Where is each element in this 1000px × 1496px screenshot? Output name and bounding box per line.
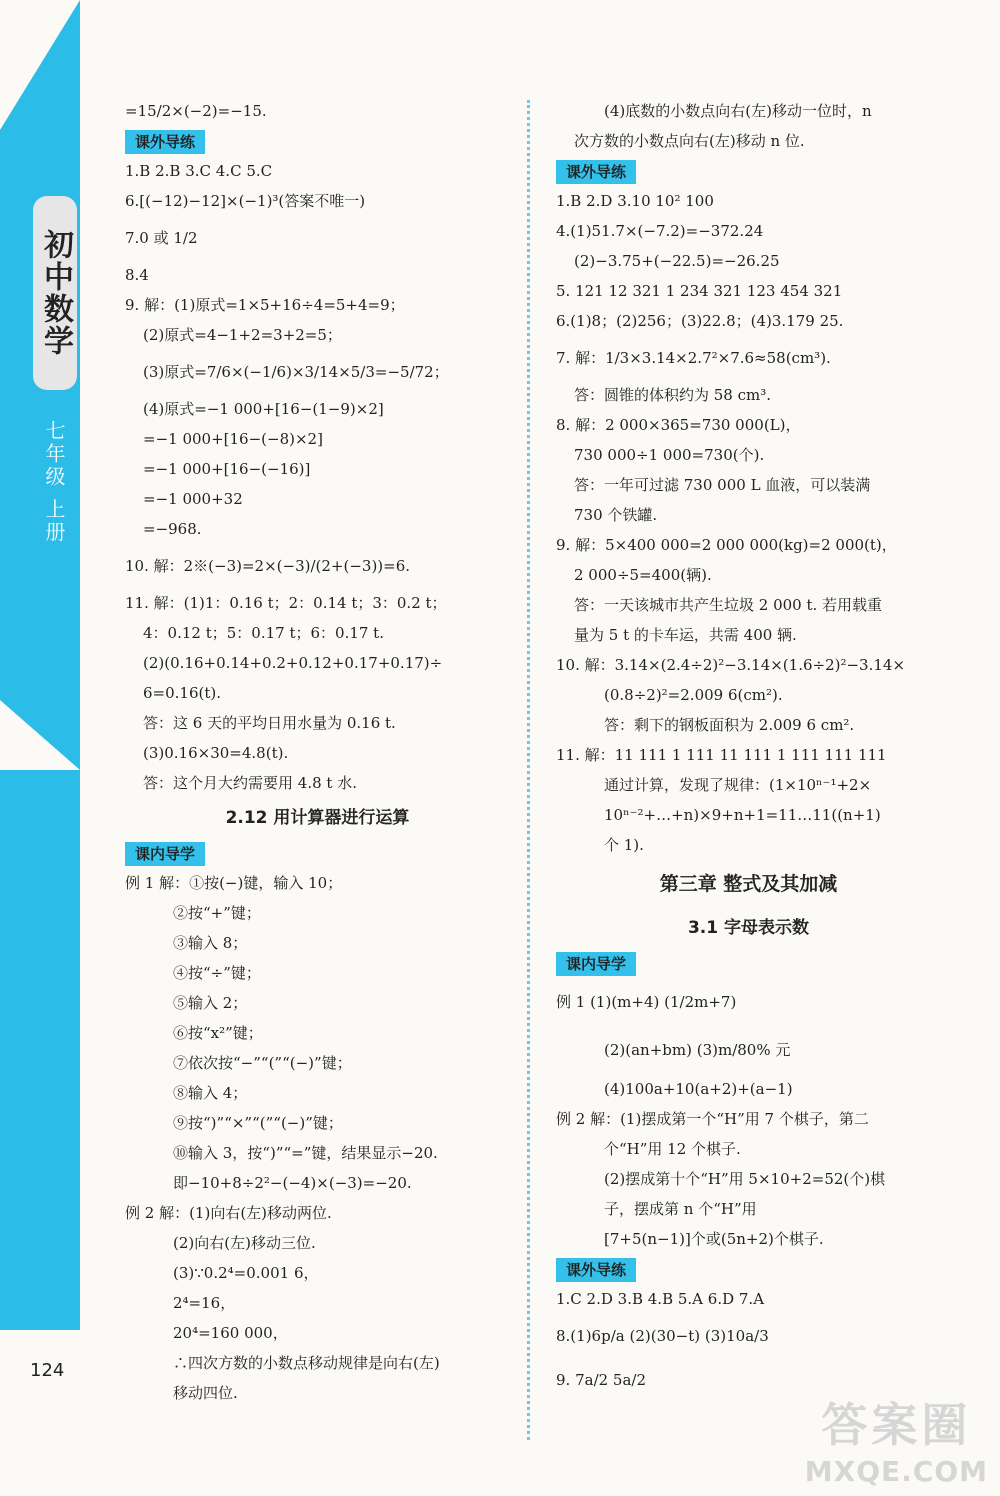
answer-line: 例 2 解：(1)摆成第一个“H”用 7 个棋子，第二 [556, 1110, 869, 1128]
section-tag-row [556, 948, 941, 978]
answer-line: ∴四次方数的小数点移动规律是向右(左) [173, 1354, 440, 1372]
subject-label-box [33, 196, 77, 390]
answer-line: 1.C 2.D 3.B 4.B 5.A 6.D 7.A [556, 1290, 765, 1308]
answer-line: =−1 000+[16−(−8)×2] [143, 430, 323, 448]
answer-line: =−968. [143, 520, 202, 538]
answer-line: ⑩输入 3，按“)”“=”键，结果显示−20. [173, 1144, 438, 1162]
section-heading: 第三章 整式及其加减 [659, 873, 838, 895]
answer-line: 答：剩下的钢板面积为 2.009 6 cm². [604, 716, 855, 734]
answer-line: 730 个铁罐. [574, 506, 658, 524]
answer-line: =−1 000+[16−(−16)] [143, 460, 311, 478]
answer-line: (3)∵0.2⁴=0.001 6， [173, 1264, 319, 1282]
page-number: 124 [30, 1360, 65, 1381]
section-tag: 课内导学 [125, 842, 205, 866]
answer-line: 6.(1)8；(2)256；(3)22.8；(4)3.179 25. [556, 312, 844, 330]
answer-line: ⑨按“)”“×”“(”“(−)”键； [173, 1114, 343, 1132]
answer-line: ②按“+”键； [173, 904, 261, 922]
answer-line: 4：0.12 t；5：0.17 t；6：0.17 t. [143, 624, 384, 642]
answer-line: (3)原式=7/6×(−1/6)×3/14×5/3=−5/72； [143, 363, 449, 381]
answer-line: (2)−3.75+(−22.5)=−26.25 [574, 252, 780, 270]
answer-line: =15/2×(−2)=−15. [125, 102, 267, 120]
section-tag: 课外导练 [556, 1258, 636, 1282]
answer-line: (0.8÷2)²=2.009 6(cm²). [604, 686, 783, 704]
section-tag: 课外导练 [125, 130, 205, 154]
answer-line: 10. 解：3.14×(2.4÷2)²−3.14×(1.6÷2)²−3.14× [556, 656, 906, 674]
answer-line: (2)摆成第十个“H”用 5×10+2=52(个)棋 [604, 1170, 886, 1188]
answer-line: (2)原式=4−1+2=3+2=5； [143, 326, 342, 344]
answer-line: 9. 解：(1)原式=1×5+16÷4=5+4=9； [125, 296, 405, 314]
answer-line: 答：这 6 天的平均日用水量为 0.16 t. [143, 714, 396, 732]
section-heading: 3.1 字母表示数 [687, 918, 810, 938]
answer-line: 例 1 (1)(m+4) (1/2m+7) [556, 993, 737, 1011]
answer-line: 答：一年可过滤 730 000 L 血液，可以装满 [574, 476, 871, 494]
answer-line: 730 000÷1 000=730(个). [574, 446, 765, 464]
section-tag: 课外导练 [556, 160, 636, 184]
answer-line: 2⁴=16， [173, 1294, 236, 1312]
answer-line: 4.(1)51.7×(−7.2)=−372.24 [556, 222, 764, 240]
answer-line: 6=0.16(t). [143, 684, 222, 702]
watermark-text: 答案圈 [821, 1398, 972, 1452]
answer-line: 例 1 解：①按(−)键，输入 10； [125, 874, 343, 892]
answer-line: 10ⁿ⁻²+…+n)×9+n+1=11…11((n+1) [604, 806, 881, 824]
answer-line: =−1 000+32 [143, 490, 243, 508]
answer-line: 6.[(−12)−12]×(−1)³(答案不唯一) [125, 192, 366, 210]
answer-line: 20⁴=160 000， [173, 1324, 288, 1342]
answer-line: 11. 解：(1)1：0.16 t；2：0.14 t；3：0.2 t； [125, 594, 447, 612]
answer-line: 9. 7a/2 5a/2 [556, 1371, 647, 1389]
answer-line: ⑧输入 4； [173, 1084, 248, 1102]
watermark [805, 1389, 988, 1488]
section-tag-row [125, 838, 510, 868]
subject-label: 初中数学 [38, 229, 73, 357]
answer-line: 1.B 2.B 3.C 4.C 5.C [125, 162, 273, 180]
answer-line: (4)原式=−1 000+[16−(1−9)×2] [143, 400, 384, 418]
answer-line: 通过计算，发现了规律：(1×10ⁿ⁻¹+2× [604, 776, 872, 794]
column-divider [527, 100, 530, 1440]
section-tag-row [556, 156, 941, 186]
right-column [556, 96, 941, 1402]
answer-line: (4)底数的小数点向右(左)移动一位时，n [604, 102, 872, 120]
answer-line: 个 1). [604, 836, 644, 854]
section-tag: 课内导学 [556, 952, 636, 976]
section-tag-row [556, 1254, 941, 1284]
watermark-url: MXQE.COM [804, 1455, 988, 1488]
answer-line: 8. 解：2 000×365=730 000(L)， [556, 416, 801, 434]
answer-line: (2)(0.16+0.14+0.2+0.12+0.17+0.17)÷ [143, 654, 443, 672]
answer-line: 7.0 或 1/2 [125, 229, 198, 247]
answer-line: 10. 解：2※(−3)=2×(−3)/(2+(−3))=6. [125, 557, 411, 575]
answer-line: 8.4 [125, 266, 149, 284]
answer-line: 次方数的小数点向右(左)移动 n 位. [574, 132, 805, 150]
left-column [125, 96, 510, 1408]
answer-line: (2)(an+bm) (3)m/80% 元 [604, 1041, 791, 1059]
answer-line: 7. 解：1/3×3.14×2.7²×7.6≈58(cm³). [556, 349, 831, 367]
answer-line: (2)向右(左)移动三位. [173, 1234, 316, 1252]
answer-line: 8.(1)6p/a (2)(30−t) (3)10a/3 [556, 1327, 769, 1345]
answer-line: 例 2 解：(1)向右(左)移动两位. [125, 1204, 332, 1222]
answer-line: 移动四位. [173, 1384, 238, 1402]
answer-line: 9. 解：5×400 000=2 000 000(kg)=2 000(t)， [556, 536, 897, 554]
answer-line: 答：一天该城市共产生垃圾 2 000 t. 若用载重 [574, 596, 883, 614]
answer-line: 答：圆锥的体积约为 58 cm³. [574, 386, 772, 404]
answer-line: 即−10+8÷2²−(−4)×(−3)=−20. [173, 1174, 412, 1192]
sidebar-notch [0, 0, 80, 130]
section-tag-row [125, 126, 510, 156]
answer-line: 答：这个月大约需要用 4.8 t 水. [143, 774, 357, 792]
answer-line: (4)100a+10(a+2)+(a−1) [604, 1080, 793, 1098]
answer-line: ⑦依次按“−”“(”“(−)”键； [173, 1054, 352, 1072]
answer-line: 5. 121 12 321 1 234 321 123 454 321 [556, 282, 843, 300]
answer-line: [7+5(n−1)]个或(5n+2)个棋子. [604, 1230, 824, 1248]
answer-line: ④按“÷”键； [173, 964, 261, 982]
sidebar-notch-lower [0, 700, 80, 770]
answer-line: ⑥按“x²”键； [173, 1024, 263, 1042]
answer-line: 个“H”用 12 个棋子. [604, 1140, 741, 1158]
answer-line: 11. 解：11 111 1 111 11 111 1 111 111 111 [556, 746, 887, 764]
answer-line: 2 000÷5=400(辆). [574, 566, 712, 584]
answer-line: 子，摆成第 n 个“H”用 [604, 1200, 757, 1218]
section-heading: 2.12 用计算器进行运算 [225, 808, 410, 828]
answer-line: (3)0.16×30=4.8(t). [143, 744, 289, 762]
answer-line: ③输入 8； [173, 934, 248, 952]
grade-label: 七年级 上册 [42, 420, 66, 545]
answer-line: 量为 5 t 的卡车运，共需 400 辆. [574, 626, 797, 644]
answer-line: ⑤输入 2； [173, 994, 248, 1012]
answer-line: 1.B 2.D 3.10 10² 100 [556, 192, 714, 210]
